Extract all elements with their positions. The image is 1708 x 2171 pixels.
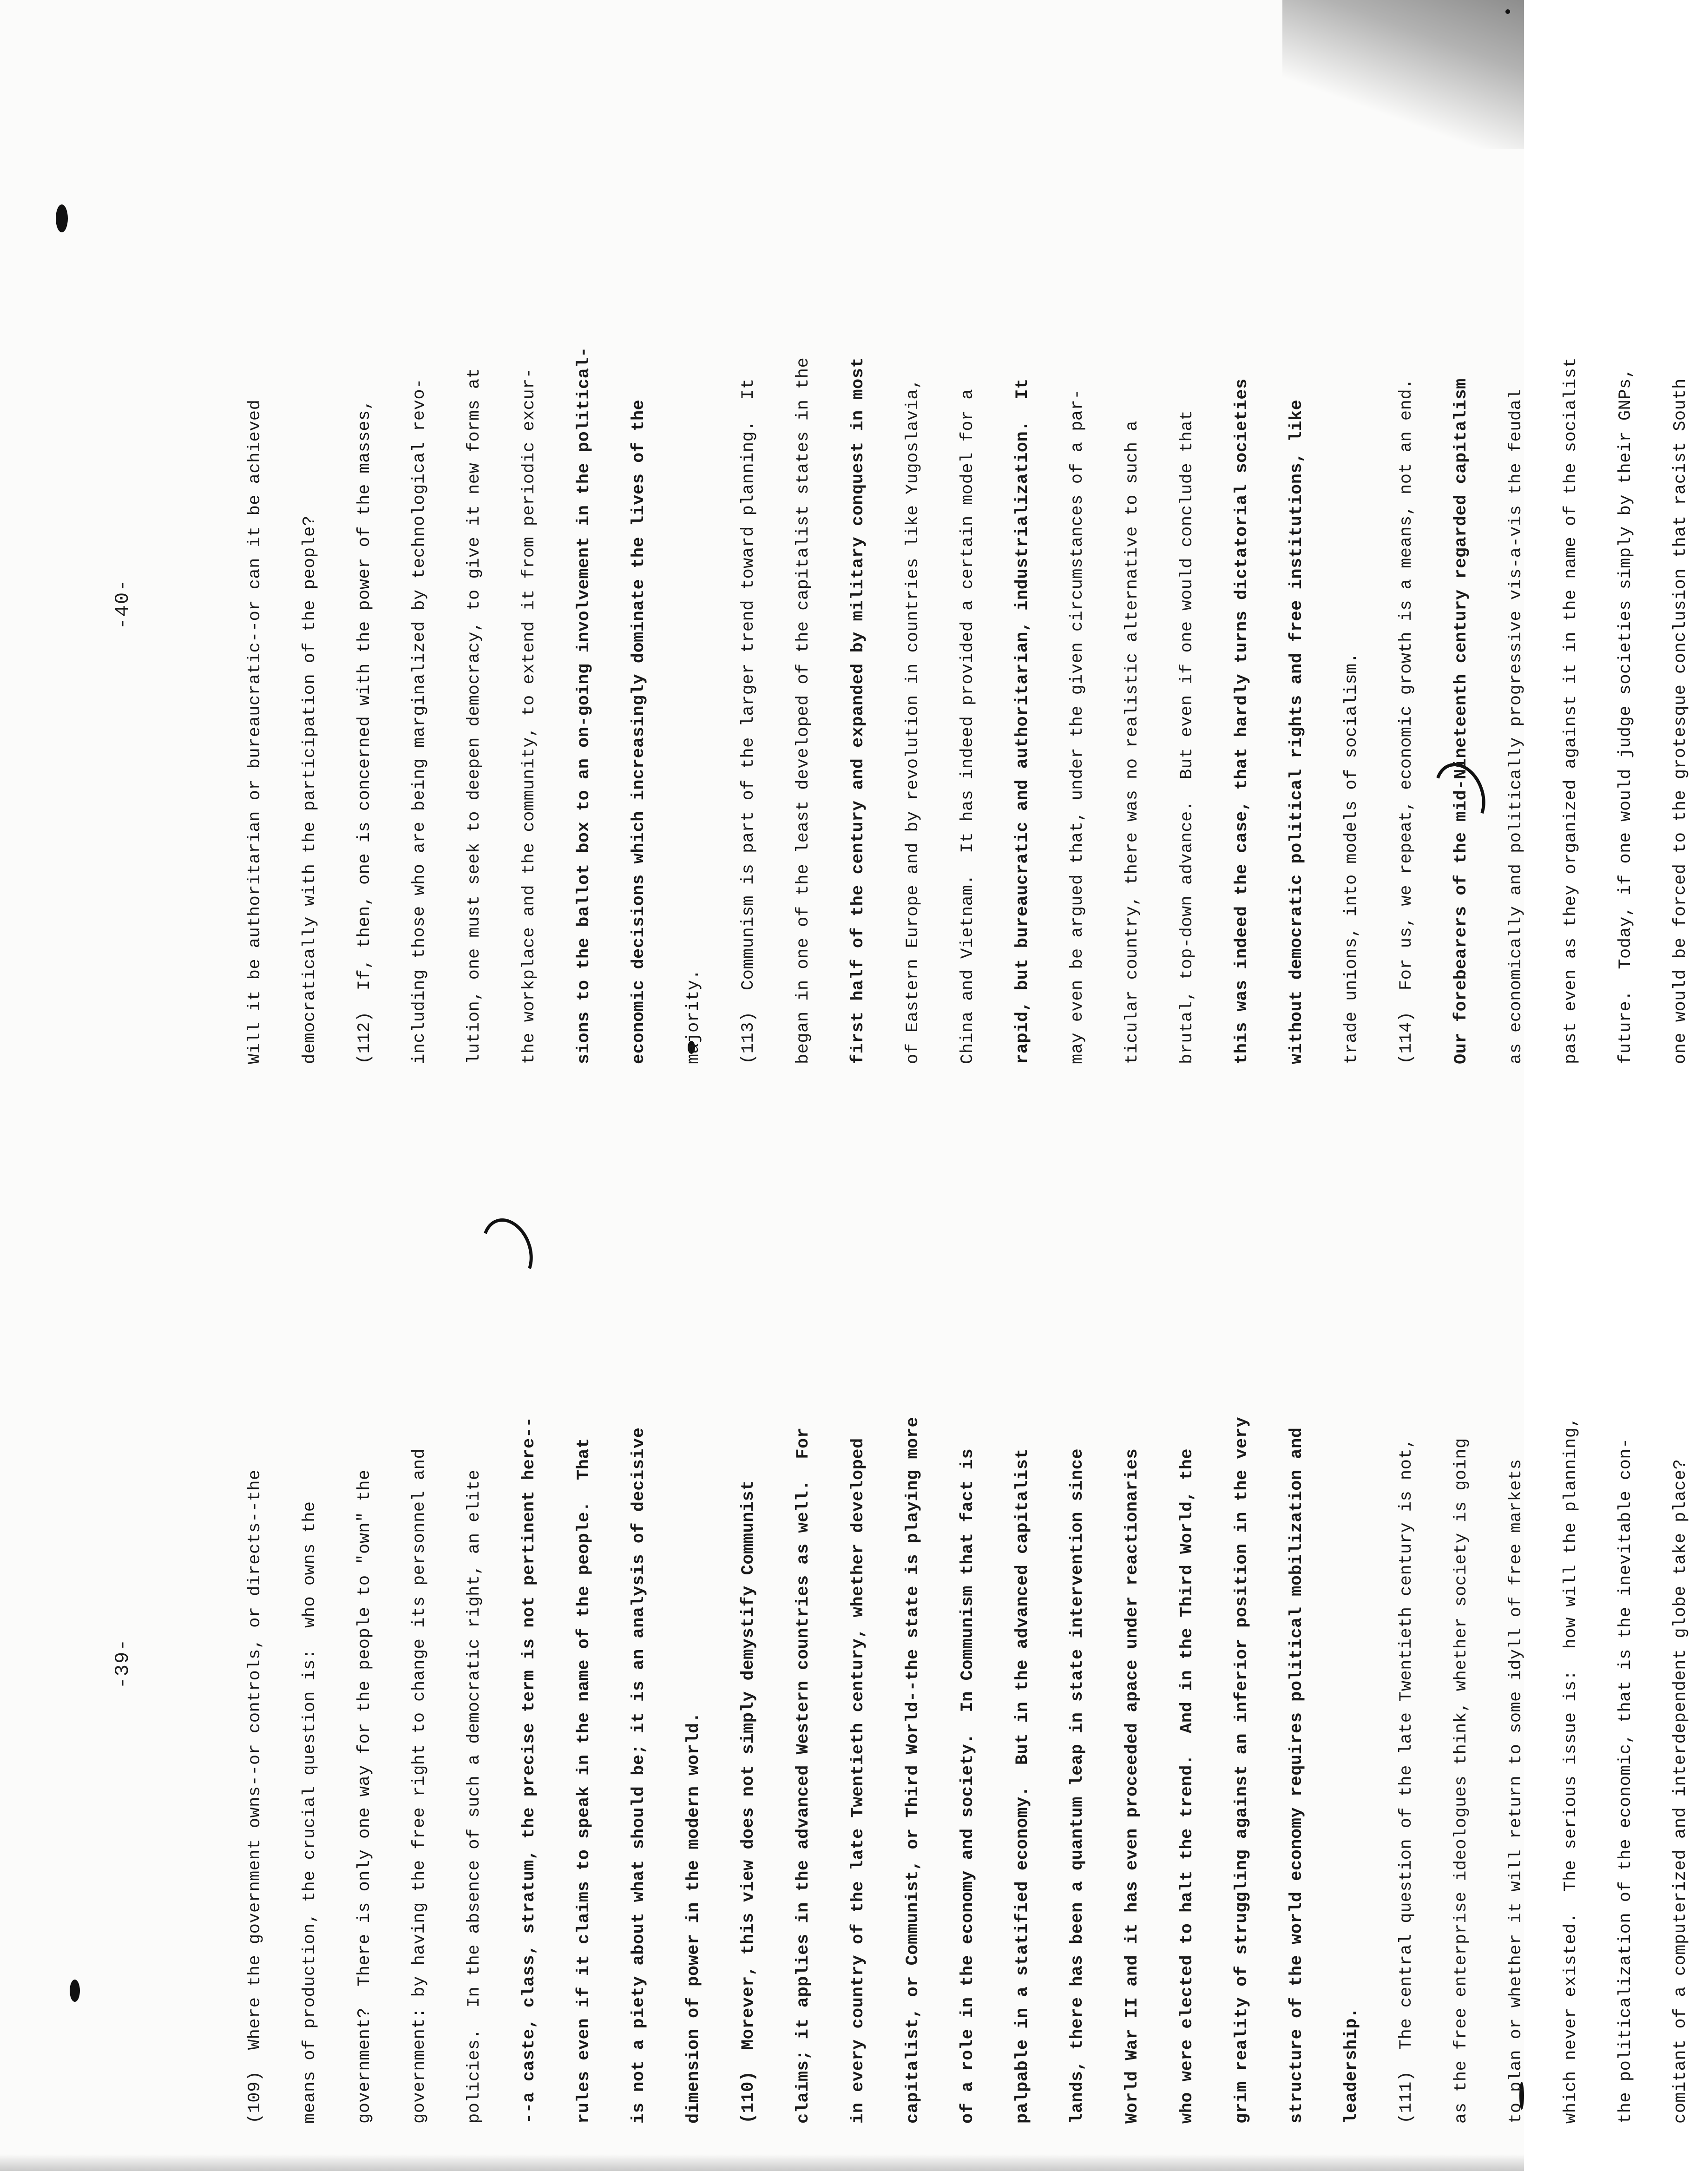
text-line: lution, one must seek to deepen democracy, to give it new forms at [465,368,484,1064]
text-line: including those who are being marginalized by technological revo- [410,378,429,1064]
text-line: World War II and it has even proceeded apace under reactionaries [1123,1448,1142,2124]
rotated-two-page-spread [112,51,1690,2133]
text-line: (114) For us, we repeat, economic growth is a means, not an end. [1397,378,1416,1064]
page-number: -40- [112,579,134,630]
text-line: dimension of power in the modern world. [684,1712,703,2124]
text-line: (112) If, then, one is concerned with the power of the masses, [355,399,374,1064]
text-line: sions to the ballot box to an on-going involvement in the political- [574,347,594,1064]
text-line: means of production, the crucial question is: who owns the [300,1501,320,2124]
text-line: first half of the century and expanded by military conquest in most [848,357,868,1064]
text-line: capitalist, or Communist, or Third World--the state is playing more [903,1416,923,2124]
text-line: (111) The central question of the late Twentieth century is not, [1397,1438,1416,2124]
text-line: (113) Communism is part of the larger trend toward planning. It [739,378,758,1064]
text-line: as economically and politically progressive vis-a-vis the feudal [1506,388,1526,1064]
scan-shadow-bottom [0,2154,1524,2171]
text-line: government? There is only one way for the people to "own" the [355,1469,374,2124]
text-line: palpable in a statified economy. But in the advanced capitalist [1013,1448,1032,2124]
text-line: Our forebearers of the mid-Nineteenth century regarded capitalism [1452,378,1471,1064]
text-line: government: by having the free right to change its personnel and [410,1448,429,2124]
scan-speck [1505,9,1510,14]
text-line: of Eastern Europe and by revolution in countries like Yugoslavia, [903,378,923,1064]
text-line: democratically with the participation of the people? [300,515,320,1064]
text-line: (109) Where the government owns--or controls, or directs--the [245,1469,265,2124]
text-line: without democratic political rights and free institutions, like [1287,399,1307,1064]
text-line: the politicalization of the economic, that is the inevitable con- [1616,1438,1636,2124]
text-line: policies. In the absence of such a democratic right, an elite [465,1469,484,2124]
text-line: China and Vietnam. It has indeed provided a certain model for a [958,388,978,1064]
scan-speck [56,204,68,232]
text-line: lands, there has been a quantum leap in state intervention since [1068,1448,1087,2124]
text-line: as the free enterprise ideologues think, whether society is going [1452,1438,1471,2124]
text-line: brutal, top-down advance. But even if one would conclude that [1177,410,1197,1064]
text-line: in every country of the late Twentieth century, whether developed [848,1438,868,2124]
text-line: future. Today, if one would judge societies simply by their GNPs, [1616,368,1636,1064]
text-line: grim reality of struggling against an inferior position in the very [1232,1416,1252,2124]
text-line: which never existed. The serious issue is: how will the planning, [1561,1416,1581,2124]
text-line: leadership. [1342,2007,1361,2124]
text-line: (110) Morever, this view does not simply demystify Communist [739,1480,758,2124]
text-line: began in one of the least developed of the capitalist states in the [794,357,813,1064]
text-line: ticular country, there was no realistic alternative to such a [1123,421,1142,1064]
text-line: one would be forced to the grotesque conclusion that racist South [1671,378,1690,1064]
text-line: comitant of a computerized and interdependent globe take place? [1671,1459,1690,2124]
page-39 [112,1204,1690,2124]
text-line: rules even if it claims to speak in the name of the people. That [574,1438,594,2124]
text-line: claims; it applies in the advanced Western countries as well. For [794,1427,813,2124]
text-line: who were elected to halt the trend. And in the Third World, the [1177,1448,1197,2124]
text-line: trade unions, into models of socialism. [1342,652,1361,1064]
text-line: this was indeed the case, that hardly turns dictatorial societies [1232,378,1252,1064]
page-40 [112,144,1690,1064]
text-line: of a role in the economy and society. In Communism that fact is [958,1448,978,2124]
text-line: is not a piety about what should be; it is an analysis of decisive [629,1427,649,2124]
text-line: structure of the world economy requires political mobilization and [1287,1427,1307,2124]
text-line: majority. [684,969,703,1064]
page-number: -39- [112,1638,134,1689]
page-body-text [228,144,1708,1064]
text-line: may even be argued that, under the given circumstances of a par- [1068,388,1087,1064]
text-line: to plan or whether it will return to some idyll of free markets [1506,1459,1526,2124]
text-line: the workplace and the community, to extend it from periodic excur- [519,368,539,1064]
text-line: rapid, but bureaucratic and authoritarian, industrialization. It [1013,378,1032,1064]
text-line: past even as they organized against it in the name of the socialist [1561,357,1581,1064]
scan-speck [70,1980,80,2002]
text-line: economic decisions which increasingly dominate the lives of the [629,399,649,1064]
text-line: --a caste, class, stratum, the precise term is not pertinent here-- [519,1416,539,2124]
page-body-text [228,1204,1708,2124]
text-line: Will it be authoritarian or bureaucratic--or can it be achieved [245,399,265,1064]
